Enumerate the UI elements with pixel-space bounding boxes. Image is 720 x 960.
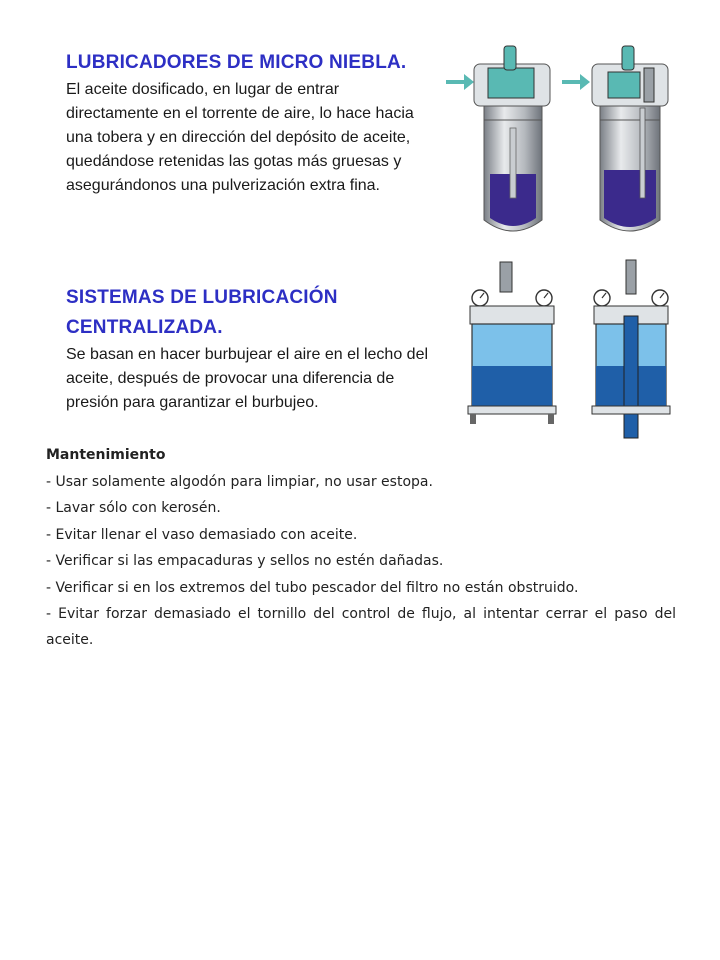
micro-mist-lubricator-diagram <box>444 42 676 246</box>
section-text-line: una tobera y en dirección del depósito de aceite, <box>66 129 411 146</box>
maintenance-item: - Usar solamente algodón para limpiar, no usar estopa. <box>46 473 433 490</box>
maintenance-item: - Evitar forzar demasiado el tornillo del control de flujo, al intentar cerrar el paso del aceite. <box>46 606 676 648</box>
lubrication-tank-right <box>592 260 670 438</box>
section-text-line: Se basan en hacer burbujear el aire en el lecho del <box>66 346 429 363</box>
maintenance-section <box>46 442 676 653</box>
section-title-line: SISTEMAS DE LUBRICACIÓN <box>66 287 338 308</box>
section-text-line: aceite, después de provocar una diferencia de <box>66 370 395 387</box>
maintenance-item: - Verificar si en los extremos del tubo pescador del filtro no están obstruido. <box>46 579 579 596</box>
section-centralized-lubrication <box>66 283 456 415</box>
section-title-line: CENTRALIZADA. <box>66 317 223 338</box>
section-text-line: directamente en el torrente de aire, lo hace hacia <box>66 105 414 122</box>
maintenance-item: - Evitar llenar el vaso demasiado con aceite. <box>46 526 358 543</box>
maintenance-heading: Mantenimiento <box>46 447 166 463</box>
section-title: LUBRICADORES DE MICRO NIEBLA. <box>66 52 407 73</box>
section-micro-mist <box>66 48 446 198</box>
lubrication-tank-left <box>468 262 556 424</box>
maintenance-item: - Verificar si las empacaduras y sellos no estén dañadas. <box>46 553 444 569</box>
lubricator-left <box>446 46 550 231</box>
lubricator-right <box>562 46 668 231</box>
airflow-arrow-icon <box>446 74 474 90</box>
maintenance-item: - Lavar sólo con kerosén. <box>46 500 221 516</box>
section-text-line: El aceite dosificado, en lugar de entrar <box>66 81 340 98</box>
centralized-lubrication-diagram <box>462 256 674 448</box>
section-text-line: presión para garantizar el burbujeo. <box>66 394 319 411</box>
airflow-arrow-icon <box>562 74 590 90</box>
section-text-line: quedándose retenidas las gotas más gruesas y <box>66 153 402 170</box>
section-text-line: asegurándonos una pulverización extra fina. <box>66 177 380 194</box>
